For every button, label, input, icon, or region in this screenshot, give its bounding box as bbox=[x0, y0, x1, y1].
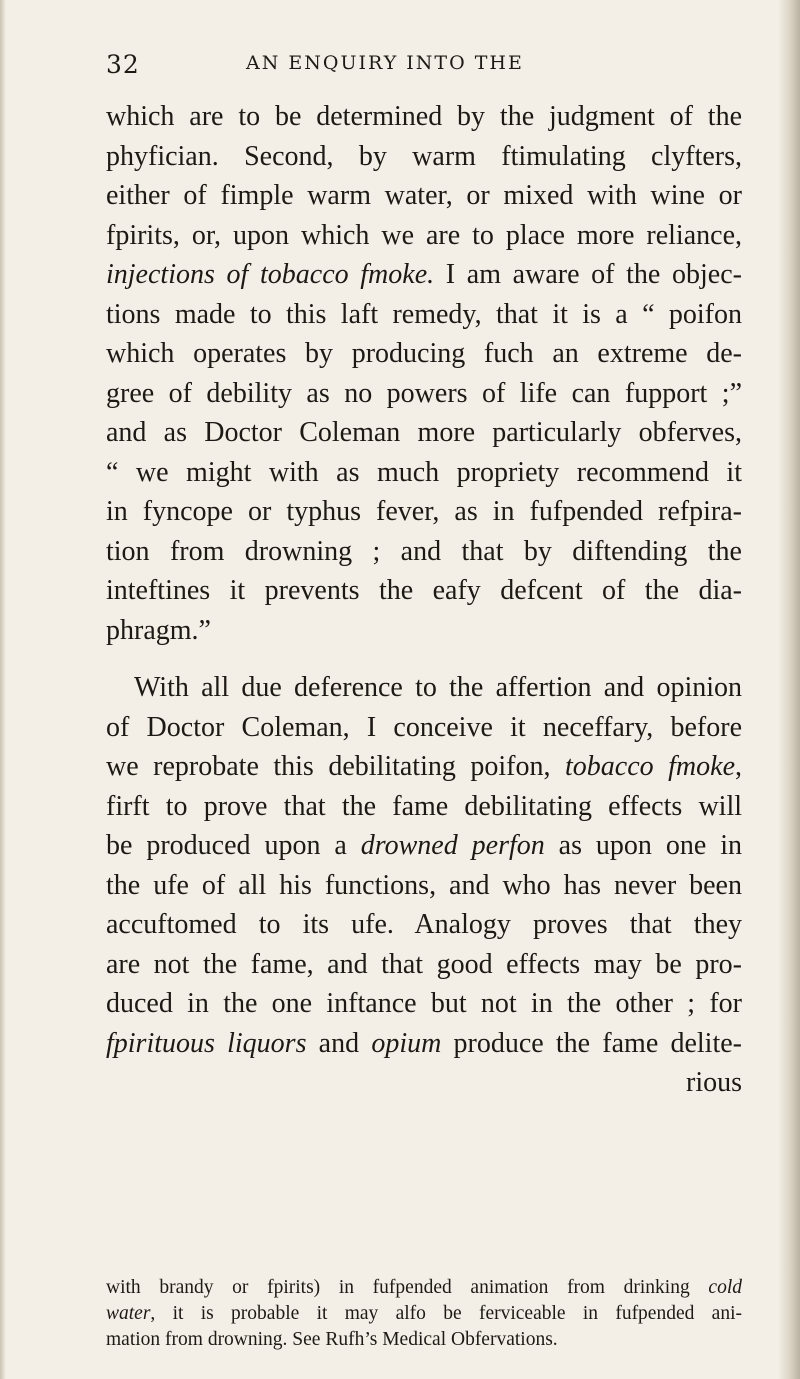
line-text: “ we might with as much propriety recommend it bbox=[106, 456, 742, 488]
text-line bbox=[106, 334, 742, 374]
line-text: either of fimple warm water, or mixed with wine or bbox=[106, 180, 742, 211]
text-line bbox=[106, 216, 742, 256]
text-line bbox=[106, 532, 742, 572]
italic-text: injections of tobacco fmoke. bbox=[106, 259, 435, 290]
line-text: the ufe of all his functions, and who has never been bbox=[106, 869, 742, 901]
line-text: , it is probable it may alfo be ferviceable in fufpended ani- bbox=[150, 1303, 742, 1324]
line-text: which operates by producing fuch an extreme de- bbox=[106, 338, 742, 369]
text-line bbox=[106, 708, 742, 748]
line-text: duced in the one inftance but not in the other ; for bbox=[106, 988, 742, 1019]
line-text: as upon one in bbox=[544, 830, 742, 861]
line-text: phyfician. Second, by warm ftimulating clyfters, bbox=[106, 140, 742, 172]
text-line bbox=[106, 295, 742, 335]
line-text: tion from drowning ; and that by diftending the bbox=[106, 535, 742, 567]
page-right-edge bbox=[778, 0, 800, 1379]
line-text: gree of debility as no powers of life can fupport ;” bbox=[106, 377, 742, 409]
line-text: inteftines it prevents the eafy defcent of the dia- bbox=[106, 575, 742, 606]
italic-text: cold bbox=[708, 1277, 742, 1298]
page-number: 32 bbox=[106, 50, 140, 79]
text-line bbox=[106, 787, 742, 827]
paragraph-gap bbox=[106, 650, 742, 668]
line-text: firft to prove that the fame debilitating effects will bbox=[106, 790, 742, 822]
line-text: are not the fame, and that good effects may be pro- bbox=[106, 948, 742, 980]
text-line bbox=[106, 905, 742, 945]
line-text: and bbox=[306, 1027, 372, 1059]
line-text: accuftomed to its ufe. Analogy proves that they bbox=[106, 909, 742, 940]
line-text: be produced upon a bbox=[106, 830, 361, 861]
paragraph-2 bbox=[106, 668, 742, 1103]
line-text: which are to be determined by the judgment of the bbox=[106, 101, 742, 132]
text-line bbox=[106, 571, 742, 611]
line-text: mation from drowning. See Rufh’s Medical Obfervations. bbox=[106, 1329, 558, 1350]
text-line bbox=[106, 668, 742, 708]
footnote-line bbox=[106, 1301, 742, 1327]
italic-text: fpirituous liquors bbox=[106, 1027, 307, 1059]
footnote bbox=[106, 1275, 742, 1353]
italic-text: opium bbox=[371, 1027, 442, 1059]
line-text: produce the fame delite- bbox=[441, 1027, 742, 1059]
running-head bbox=[106, 50, 746, 80]
line-text: , bbox=[735, 751, 742, 782]
line-text: we reprobate this debilitating poifon, bbox=[106, 751, 565, 782]
text-line bbox=[106, 255, 742, 295]
line-text: of Doctor Coleman, I conceive it neceffary, before bbox=[106, 711, 742, 743]
footnote-line bbox=[106, 1275, 742, 1301]
line-text: fpirits, or, upon which we are to place more reliance, bbox=[106, 219, 742, 251]
italic-text: drowned perfon bbox=[360, 830, 545, 861]
text-line bbox=[106, 492, 742, 532]
line-text: and as Doctor Coleman more particularly obferves, bbox=[106, 417, 742, 448]
italic-text: water bbox=[106, 1303, 151, 1324]
italic-text: tobacco fmoke bbox=[565, 751, 735, 782]
body-text bbox=[106, 97, 742, 1103]
line-text: I am aware of the objec- bbox=[434, 259, 742, 290]
footnote-line bbox=[106, 1327, 742, 1353]
text-line bbox=[106, 984, 742, 1024]
text-line bbox=[106, 866, 742, 906]
running-title: AN ENQUIRY INTO THE bbox=[246, 52, 524, 74]
line-text: in fyncope or typhus fever, as in fufpended refpira- bbox=[106, 496, 742, 527]
text-line bbox=[106, 374, 742, 414]
text-line bbox=[106, 747, 742, 787]
text-line bbox=[106, 176, 742, 216]
text-line bbox=[106, 945, 742, 985]
paragraph-1 bbox=[106, 97, 742, 650]
text-line bbox=[106, 453, 742, 493]
text-line bbox=[106, 611, 742, 651]
line-text: With all due deference to the affertion and opinion bbox=[134, 672, 742, 703]
text-line bbox=[106, 137, 742, 177]
text-line bbox=[106, 97, 742, 137]
text-line bbox=[106, 413, 742, 453]
catchword bbox=[106, 1063, 742, 1103]
text-line bbox=[106, 826, 742, 866]
line-text: tions made to this laft remedy, that it is a “ poifon bbox=[106, 298, 742, 330]
catchword-text: rious bbox=[686, 1067, 742, 1098]
text-line bbox=[106, 1024, 742, 1064]
page-left-shadow bbox=[0, 0, 6, 1379]
line-text: with brandy or fpirits) in fufpended animation from drinking bbox=[106, 1277, 709, 1298]
line-text: phragm.” bbox=[106, 614, 211, 646]
